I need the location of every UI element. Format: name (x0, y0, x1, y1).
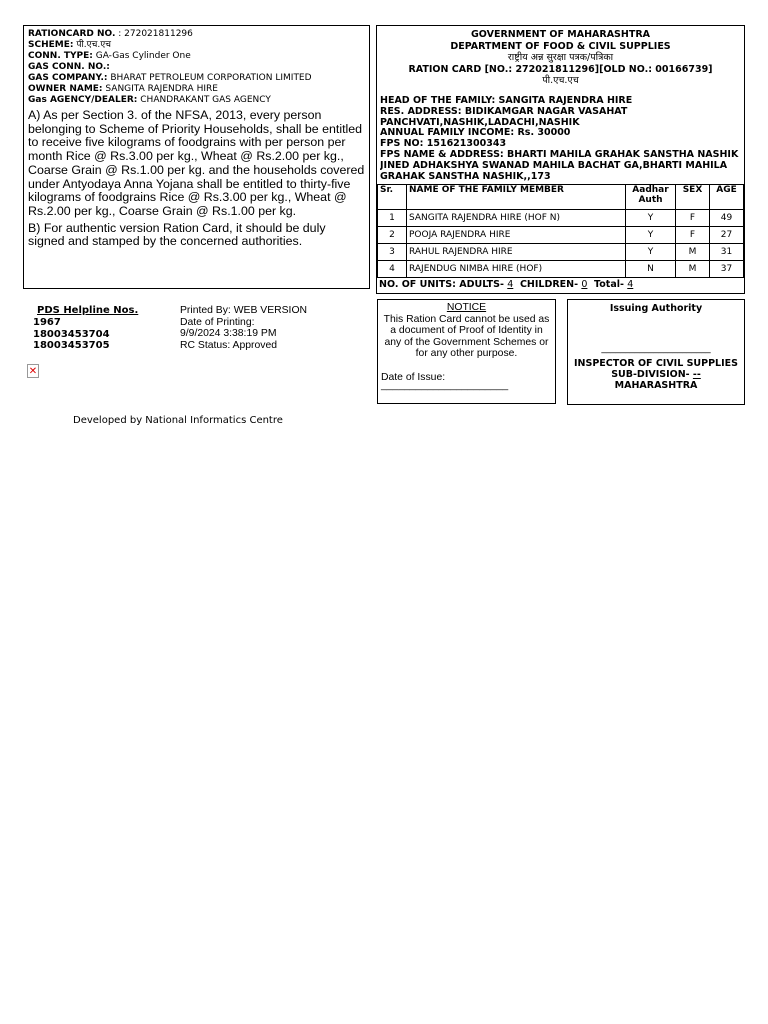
date-of-printing-value: 9/9/2024 3:38:19 PM (180, 328, 277, 339)
rationcard-no-row: RATIONCARD NO. : 272021811296 (28, 29, 193, 39)
fps-address-line-1: FPS NAME & ADDRESS: BHARTI MAHILA GRAHAK SANSTHA NASHIK (380, 148, 739, 160)
gas-agency-value: CHANDRAKANT GAS AGENCY (140, 95, 271, 105)
government-title: GOVERNMENT OF MAHARASHTRA (471, 29, 650, 40)
issuing-authority-title: Issuing Authority (609, 303, 703, 314)
helpline-number: 1967 (33, 316, 61, 328)
issuing-authority-box (567, 299, 745, 405)
col-sex: SEX (676, 185, 710, 210)
scheme-hindi: पी.एच.एच (542, 75, 579, 86)
head-of-family: HEAD OF THE FAMILY: SANGITA RAJENDRA HIRE (380, 96, 633, 106)
rc-status: RC Status: Approved (180, 339, 278, 351)
total-count: 4 (627, 279, 634, 290)
conn-type-value: GA-Gas Cylinder One (95, 51, 191, 61)
notice-box (377, 299, 556, 404)
table-row: 2 POOJA RAJENDRA HIRE Y F 27 (378, 227, 744, 244)
adults-count: 4 (507, 279, 514, 290)
broken-image-icon: ✕ (28, 366, 38, 377)
helpline-number: 18003453704 (33, 328, 110, 340)
col-aadhar: Aadhar Auth (626, 185, 676, 210)
state-name: MAHARASHTRA (614, 380, 698, 391)
scheme-value: पी.एच.एच (76, 40, 111, 50)
date-of-issue-label: Date of Issue: (381, 371, 446, 383)
ration-card-box (376, 25, 745, 294)
helpline-title: PDS Helpline Nos. (37, 305, 139, 316)
annual-income: ANNUAL FAMILY INCOME: Rs. 30000 (380, 127, 571, 139)
conn-type-row: CONN. TYPE: GA-Gas Cylinder One (28, 51, 191, 61)
household-info (380, 96, 740, 182)
notice-title: NOTICE (446, 302, 487, 313)
scheme-row: SCHEME: पी.एच.एच (28, 40, 111, 50)
table-row: 1 SANGITA RAJENDRA HIRE (HOF N) Y F 49 (378, 210, 744, 227)
pds-helpline (33, 305, 138, 352)
col-age: AGE (710, 185, 744, 210)
units-summary: NO. OF UNITS: ADULTS- 4 CHILDREN- 0 Total- 4 (379, 279, 634, 290)
sub-division-value: -- (692, 369, 701, 380)
printed-by: Printed By: WEB VERSION (180, 305, 308, 316)
col-name: NAME OF THE FAMILY MEMBER (407, 185, 626, 210)
fps-address-line-3: GRAHAK SANSTHA NASHIK,,173 (380, 170, 551, 182)
nfsa-entitlement-paragraph: A) As per Section 3. of the NFSA, 2013, every person belonging to Scheme of Priority Households, shall be entitled to receive five kilograms of foodgrains with per person per month Rice @ Rs.3.00 per kg., Wheat @ Rs.2.00 per kg., Coarse Grain @ Rs.1.00 per kg. and the households covered under Antyodaya Anna Yojana shall be entitled to thirty-five kilograms of foodgrains Rice @ Rs.3.00 per kg., Wheat @ Rs.2.00 per kg., Coarse Grain @ Rs.1.00 per kg. (28, 108, 365, 218)
print-info (180, 305, 307, 351)
hindi-title: राष्ट्रीय अन्न सुरक्षा पत्रक/पत्रिका (507, 52, 614, 63)
date-of-printing-label: Date of Printing: (180, 316, 255, 328)
res-address-line-1: RES. ADDRESS: BIDIKAMGAR NAGAR VASAHAT (380, 105, 628, 117)
fps-no: FPS NO: 151621300343 (380, 138, 507, 150)
gas-company-row: GAS COMPANY.: BHARAT PETROLEUM CORPORATION LIMITED (28, 73, 312, 83)
family-members-table (377, 184, 744, 278)
helpline-number: 18003453705 (33, 340, 110, 352)
gas-agency-row: Gas AGENCY/DEALER: CHANDRAKANT GAS AGENCY (28, 95, 271, 105)
gas-conn-no-row: GAS CONN. NO.: (28, 62, 110, 72)
rationcard-no-value: 272021811296 (124, 29, 193, 39)
table-row: 3 RAHUL RAJENDRA HIRE Y M 31 (378, 244, 744, 261)
res-address-line-2: PANCHVATI,NASHIK,LADACHI,NASHIK (380, 116, 580, 128)
developed-by: Developed by National Informatics Centre (73, 415, 283, 426)
signature-line: _______________________ (601, 343, 711, 354)
date-of-issue-line: ______________________ (381, 380, 509, 391)
inspector-title: INSPECTOR OF CIVIL SUPPLIES (574, 358, 738, 369)
table-row: 4 RAJENDUG NIMBA HIRE (HOF) N M 37 (378, 261, 744, 278)
authenticity-paragraph: B) For authentic version Ration Card, it should be duly signed and stamped by the concerned authorities. (28, 220, 326, 249)
owner-name-row: OWNER NAME: SANGITA RAJENDRA HIRE (28, 84, 218, 94)
col-sr: Sr. (378, 185, 407, 210)
sub-division: SUB-DIVISION- -- (611, 369, 701, 380)
children-count: 0 (581, 279, 588, 290)
gas-company-value: BHARAT PETROLEUM CORPORATION LIMITED (110, 73, 312, 83)
department-title: DEPARTMENT OF FOOD & CIVIL SUPPLIES (450, 40, 671, 52)
fps-address-line-2: JINED ADHAKSHYA SWANAD MAHILA BACHAT GA,BHARTI MAHILA (380, 159, 728, 171)
notice-text: This Ration Card cannot be used as a document of Proof of Identity in any of the Government Schemes or for any other purpose. (383, 313, 550, 359)
owner-name-value: SANGITA RAJENDRA HIRE (105, 84, 218, 94)
table-header-row (378, 185, 744, 210)
ration-card-details-box (23, 25, 370, 289)
ration-card-number-line: RATION CARD [NO.: 272021811296][OLD NO.: 00166739] (408, 63, 713, 75)
